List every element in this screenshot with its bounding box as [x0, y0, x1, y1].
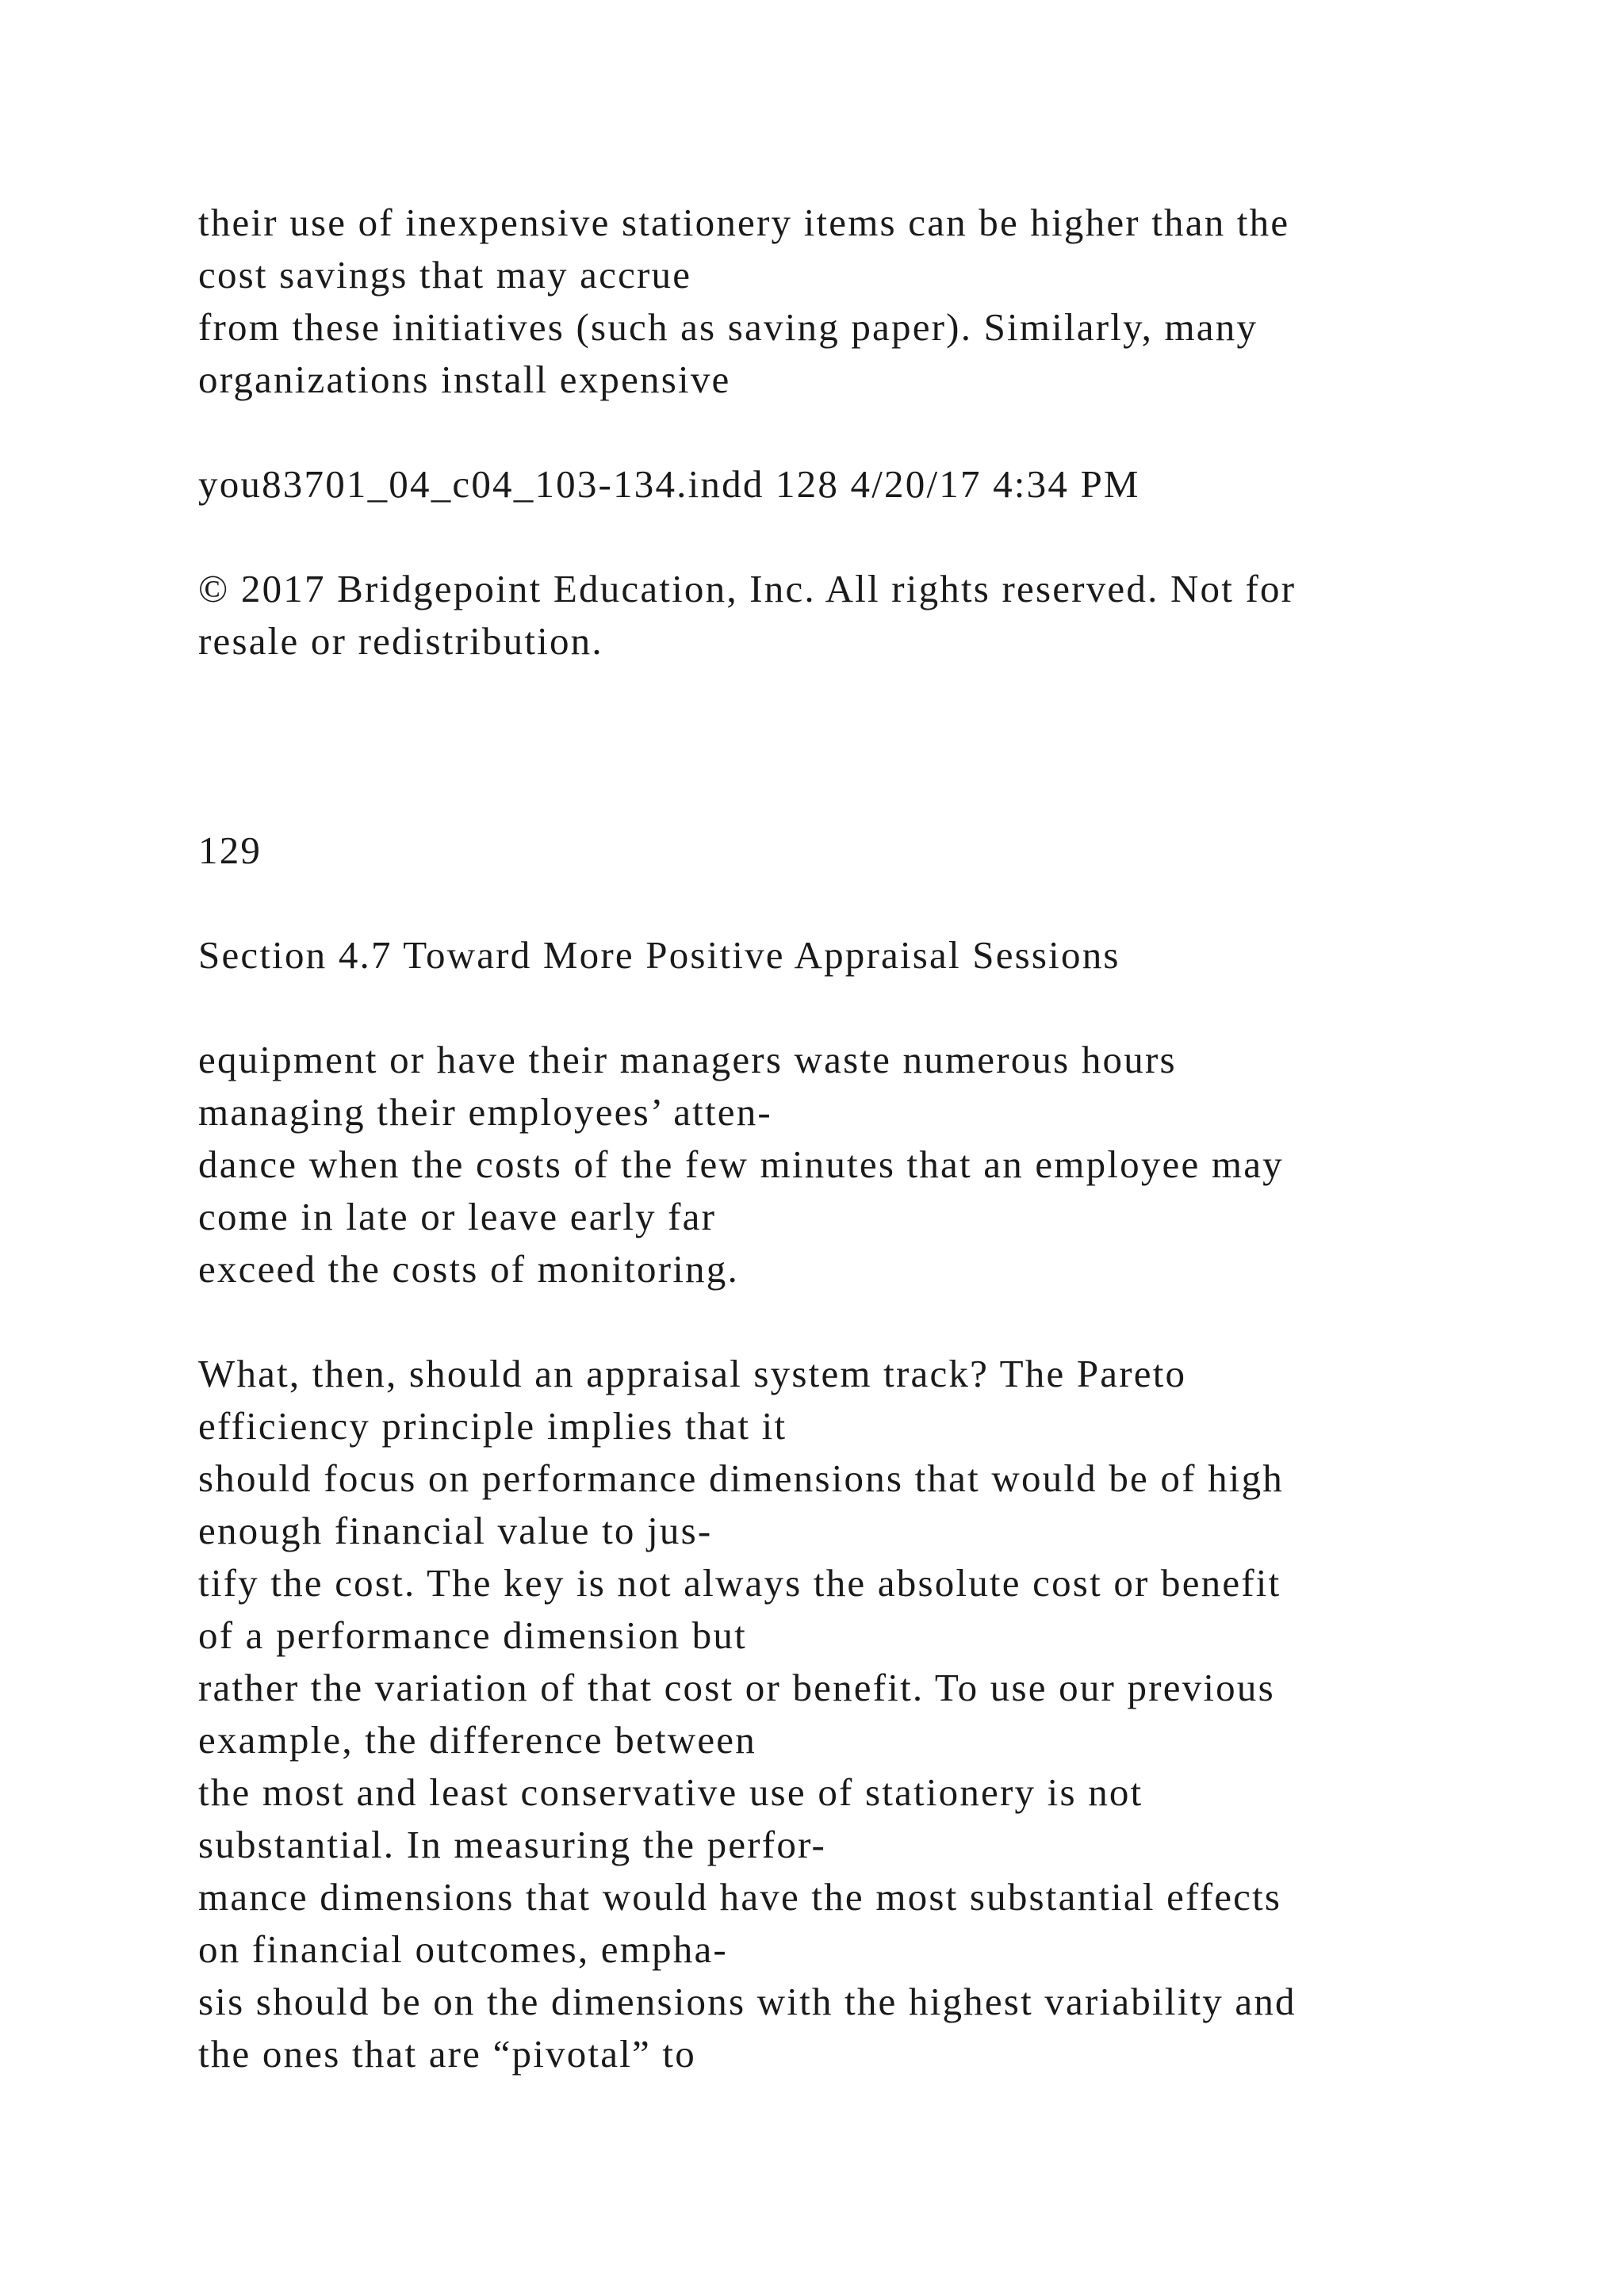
page-number: 129: [198, 828, 262, 872]
file-info-footer: you83701_04_c04_103-134.indd 128 4/20/17 4:34 PM: [198, 462, 1140, 506]
paragraph-pareto-efficiency: What, then, should an appraisal system track? The Pareto efficiency principle implies that it should focus on performance dimensions that would be of high enough financial value to jus- tify the cost. The key is not always the absolute cost or benefit of a performance dimension but rather the variation of that cost or benefit. To use our previous example, the difference between the most and least conservative use of stationery is not substantial. In measuring the perfor- mance dimensions that would have the most substantial effects on financial outcomes, empha- sis should be on the dimensions with the highest variability and the ones that are “pivotal” to: [198, 1352, 1297, 2076]
paragraph-equipment-attendance: equipment or have their managers waste numerous hours managing their employees’ atten- dance when the costs of the few minutes that an employee may come in late or leave early far exceed the costs of monitoring.: [198, 1038, 1284, 1291]
section-heading: Section 4.7 Toward More Positive Appraisal Sessions: [198, 933, 1120, 977]
paragraph-stationery-costs: their use of inexpensive stationery items can be higher than the cost savings that may accrue from these initiatives (such as saving paper). Similarly, many organizations install expensive: [198, 201, 1290, 401]
copyright-notice: © 2017 Bridgepoint Education, Inc. All rights reserved. Not for resale or redistribution.: [198, 567, 1297, 663]
